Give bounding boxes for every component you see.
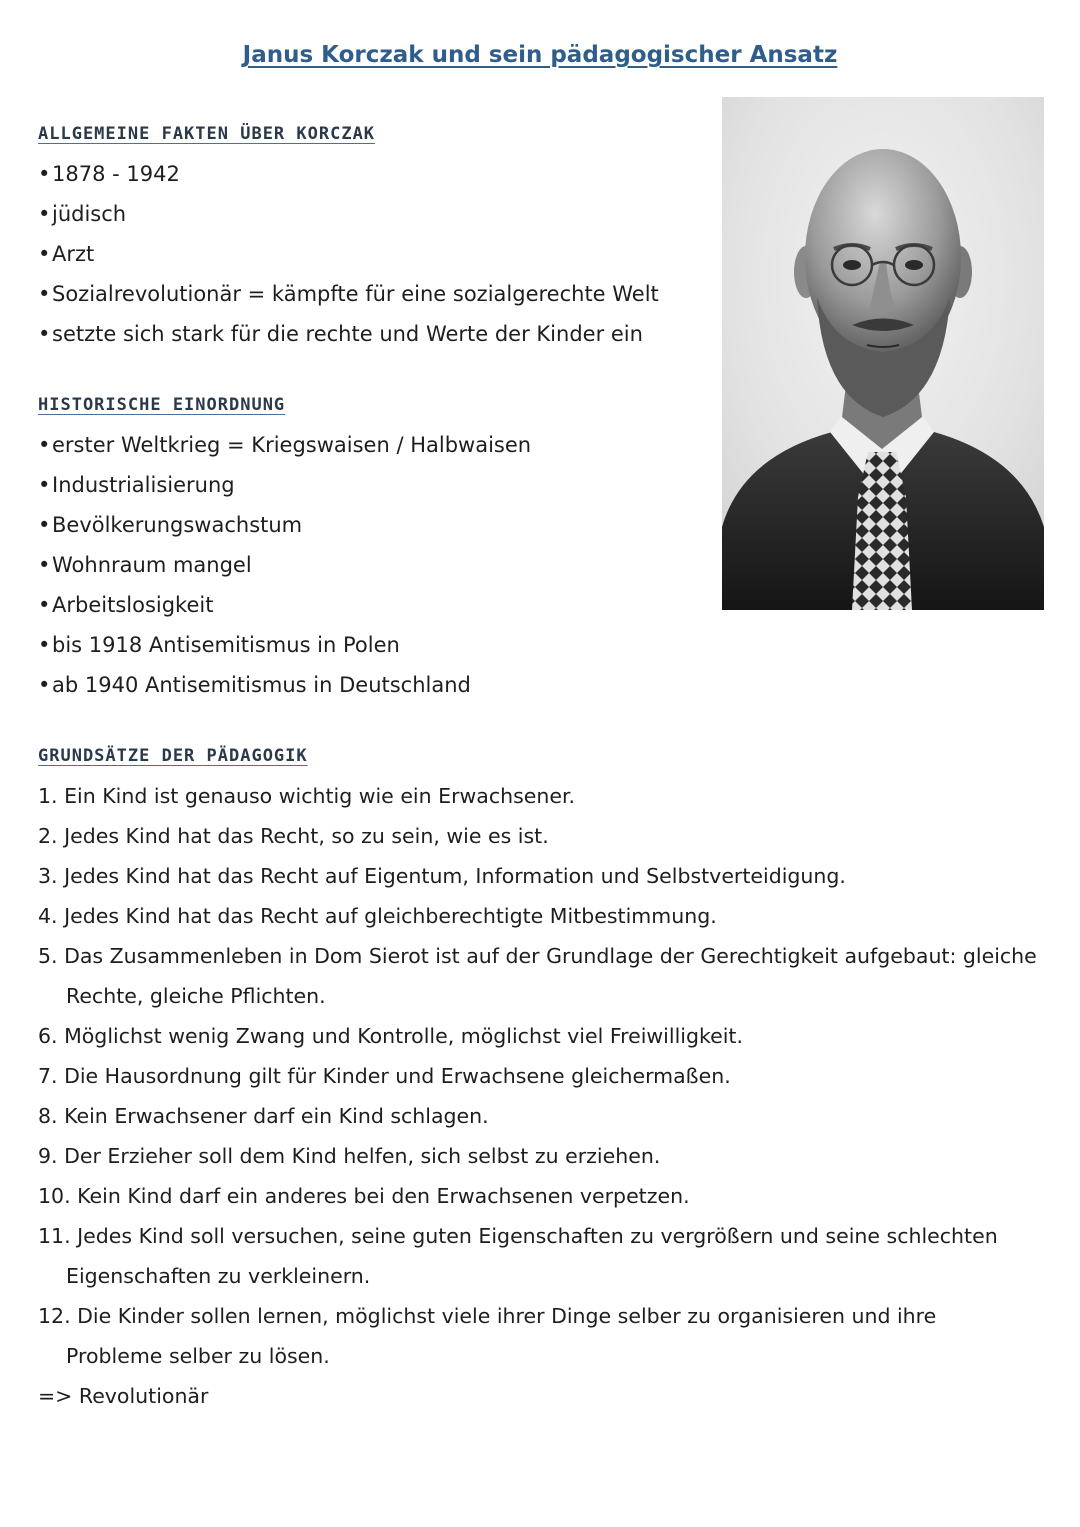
list-item: 9. Der Erzieher soll dem Kind helfen, sich selbst zu erziehen. [38,1144,661,1168]
list-item: 10. Kein Kind darf ein anderes bei den Erwachsenen verpetzen. [38,1184,690,1208]
history-list [38,425,531,705]
list-item: •Sozialrevolutionär = kämpfte für eine sozialgerechte Welt [38,282,659,306]
list-item: 1. Ein Kind ist genauso wichtig wie ein Erwachsener. [38,784,576,808]
principles-heading: GRUNDSÄTZE DER PÄDAGOGIK [38,746,308,766]
list-item: •erster Weltkrieg = Kriegswaisen / Halbwaisen [38,433,532,457]
list-item: •ab 1940 Antisemitismus in Deutschland [38,673,471,697]
list-item: 12. Die Kinder sollen lernen, möglichst viele ihrer Dinge selber zu organisieren und ihre Probleme selber zu lösen. [38,1304,937,1368]
conclusion-text: => Revolutionär [38,1384,209,1408]
list-item: •Arbeitslosigkeit [38,593,214,617]
portrait-photo [722,97,1044,610]
history-section [38,393,531,705]
page-title: Janus Korczak und sein pädagogischer Ansatz [242,42,838,68]
list-item: •jüdisch [38,202,127,226]
list-item: •Bevölkerungswachstum [38,513,303,537]
list-item: •1878 - 1942 [38,162,180,186]
list-item: •Wohnraum mangel [38,553,252,577]
list-item: 4. Jedes Kind hat das Recht auf gleichberechtigte Mitbestimmung. [38,904,717,928]
list-item: 7. Die Hausordnung gilt für Kinder und Erwachsene gleichermaßen. [38,1064,731,1088]
list-item: 2. Jedes Kind hat das Recht, so zu sein, wie es ist. [38,824,549,848]
list-item: 6. Möglichst wenig Zwang und Kontrolle, möglichst viel Freiwilligkeit. [38,1024,743,1048]
history-heading: HISTORISCHE EINORDNUNG [38,395,286,415]
list-item: •bis 1918 Antisemitismus in Polen [38,633,400,657]
facts-section [38,122,659,354]
list-item: •Industrialisierung [38,473,235,497]
principles-list [38,776,1038,1376]
list-item: •Arzt [38,242,95,266]
list-item: 5. Das Zusammenleben in Dom Sierot ist auf der Grundlage der Gerechtigkeit aufgebaut: gleiche Rechte, gleiche Pflichten. [38,944,1037,1008]
facts-heading: ALLGEMEINE FAKTEN ÜBER KORCZAK [38,124,376,144]
list-item: 11. Jedes Kind soll versuchen, seine guten Eigenschaften zu vergrößern und seine schlechten Eigenschaften zu verkleinern. [38,1224,998,1288]
list-item: 3. Jedes Kind hat das Recht auf Eigentum, Information und Selbstverteidigung. [38,864,846,888]
list-item: •setzte sich stark für die rechte und Werte der Kinder ein [38,322,643,346]
facts-list [38,154,659,354]
principles-section [38,744,1038,1416]
list-item: 8. Kein Erwachsener darf ein Kind schlagen. [38,1104,489,1128]
